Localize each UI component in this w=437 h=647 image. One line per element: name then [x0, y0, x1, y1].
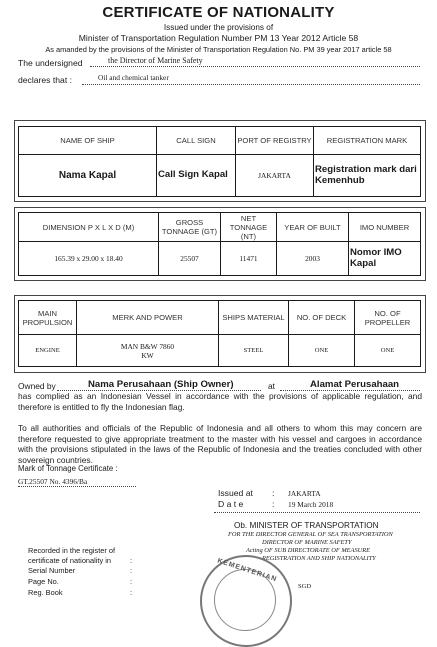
gross-tonnage-value: 25507 [159, 242, 221, 276]
regulation-line: Minister of Transportation Regulation Number PM 13 Year 2012 Article 58 [78, 33, 359, 43]
sgd-mark: SGD [298, 583, 312, 590]
undersigned-label: The undersigned [18, 58, 83, 68]
tonnage-line [18, 486, 136, 487]
register-line-1: Recorded in the register of [28, 546, 116, 555]
port-of-registry-value: JAKARTA [236, 155, 314, 197]
call-sign-value: Call Sign Kapal [157, 155, 236, 197]
serial-number-label: Serial Number [28, 566, 76, 575]
imo-number-value: Nomor IMO Kapal [349, 242, 421, 276]
page-number-label: Page No. [28, 577, 59, 586]
compliance-text: has complied as an Indonesian Vessel in accordance with the provisions of applicable regulation, and therefore is entitled to fly the Indonesian flag. [18, 391, 422, 412]
ministry-seal [200, 555, 292, 647]
signature-line-4: REGISTRATION AND SHIP NATIONALITY [262, 555, 376, 562]
name-of-ship-value: Nama Kapal [19, 155, 157, 197]
dimension-table [18, 212, 421, 276]
register-colon-2: : [130, 566, 133, 575]
issued-under-line: Issued under the provisions of [163, 23, 274, 32]
register-colon-3: : [130, 577, 133, 586]
certificate-title: CERTIFICATE OF NATIONALITY [102, 4, 335, 21]
header-year-of-built: YEAR OF BUILT [277, 213, 349, 242]
ships-material-value: STEEL [219, 335, 289, 367]
at-label: at [268, 381, 275, 391]
date-label: D a t e [218, 499, 244, 509]
undersigned-value: the Director of Marine Safety [108, 56, 203, 65]
signature-line-1: FOR THE DIRECTOR GENERAL OF SEA TRANSPORTATION [228, 531, 393, 538]
issued-line [214, 512, 420, 513]
declares-line [82, 84, 420, 85]
ship-identity-table [18, 126, 421, 197]
header-no-of-propeller: NO. OF PROPELLER [355, 301, 421, 335]
owned-by-label: Owned by [18, 381, 56, 391]
register-line-2: certificate of nationality in [28, 556, 111, 565]
dimension-value: 165.39 x 29.00 x 18.40 [19, 242, 159, 276]
year-of-built-value: 2003 [277, 242, 349, 276]
no-of-deck-value: ONE [289, 335, 355, 367]
declares-value: Oil and chemical tanker [98, 73, 169, 82]
declares-label: declares that : [18, 75, 72, 85]
header-registration-mark: REGISTRATION MARK [314, 127, 421, 155]
issued-at-label: Issued at [218, 488, 253, 498]
register-colon-4: : [130, 588, 133, 597]
header-gross-tonnage: GROSS TONNAGE (GT) [159, 213, 221, 242]
issued-colon: : [272, 488, 275, 498]
header-no-of-deck: NO. OF DECK [289, 301, 355, 335]
authorities-text: To all authorities and officials of the Republic of Indonesia and all others to whom this may concern are therefore requested to give appropriate treatment to the master with his vessel and cargoes in accordance with the provisions stipulated in the laws of the Republic of Indonesia and the treaties concluded with other sovereign countries. [18, 423, 422, 465]
date-colon: : [272, 499, 275, 509]
address-value: Alamat Perusahaan [310, 379, 400, 390]
date-value: 19 March 2018 [288, 500, 334, 509]
no-of-propeller-value: ONE [355, 335, 421, 367]
signature-line-3: Acting OF SUB DIRECTORATE OF MEASURE [246, 547, 371, 554]
issued-at-value: JAKARTA [288, 489, 321, 498]
header-name-of-ship: NAME OF SHIP [19, 127, 157, 155]
signature-line-2: DIRECTOR OF MARINE SAFETY [262, 539, 352, 546]
tonnage-value: GT.25507 No. 4396/Ba [18, 477, 88, 486]
header-port-of-registry: PORT OF REGISTRY [236, 127, 314, 155]
header-ships-material: SHIPS MATERIAL [219, 301, 289, 335]
propulsion-table [18, 300, 421, 367]
net-tonnage-value: 11471 [221, 242, 277, 276]
register-colon-1: : [130, 556, 133, 565]
ob-minister: Ob. MINISTER OF TRANSPORTATION [234, 521, 379, 530]
header-net-tonnage: NET TONNAGE (NT) [221, 213, 277, 242]
merk-and-power-value: MAN B&W 7860 KW [77, 335, 219, 367]
header-main-propulsion: MAIN PROPULSION [19, 301, 77, 335]
registration-mark-value: Registration mark dari Kemenhub [314, 155, 421, 197]
tonnage-label: Mark of Tonnage Certificate : [18, 464, 118, 473]
main-propulsion-value: ENGINE [19, 335, 77, 367]
undersigned-line [90, 66, 420, 67]
amended-line: As amanded by the provisions of the Minister of Transportation Regulation No. PM 39 year 2017 article 58 [45, 45, 392, 54]
seal-text: KEMENTERIAN [216, 557, 278, 584]
owner-value: Nama Perusahaan (Ship Owner) [88, 379, 234, 390]
header-call-sign: CALL SIGN [157, 127, 236, 155]
header-merk-and-power: MERK AND POWER [77, 301, 219, 335]
reg-book-label: Reg. Book [28, 588, 63, 597]
header-dimension: DIMENSION P X L X D (M) [19, 213, 159, 242]
header-imo-number: IMO NUMBER [349, 213, 421, 242]
